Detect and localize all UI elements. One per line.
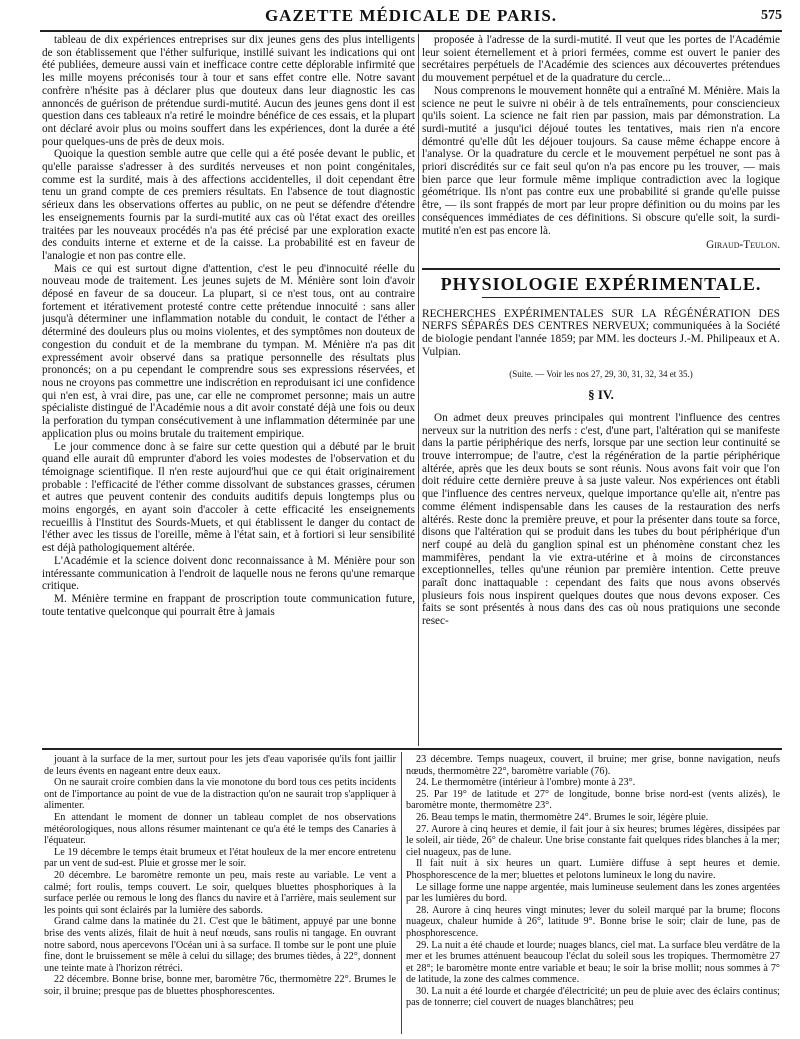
page-title: GAZETTE MÉDICALE DE PARIS. — [264, 6, 558, 25]
author-signature: Giraud-Teulon. — [706, 239, 780, 252]
bottom-right-paragraph: 23 décembre. Temps nuageux, couvert, il bruine; mer grise, bonne navigation, neufs nœuds, thermomètre 22°, baromètre variable (76). — [406, 754, 780, 777]
bottom-left-paragraph: On ne saurait croire combien dans la vie monotone du bord tous ces petits incidents ont de l'importance au point de vue de la distraction qu'on ne saurait trop s'appliquer à alimenter. — [44, 777, 396, 812]
bottom-left-paragraph: En attendant le moment de donner un tableau complet de nos observations météorologiques, nous allons résumer maintenant ce qu'a été le temps des Canaries à l'équateur. — [44, 811, 396, 847]
feuilleton-divider — [42, 748, 782, 750]
suite-note: (Suite. — Voir les nos 27, 29, 30, 31, 32, 34 et 35.) — [509, 369, 693, 380]
bottom-left-paragraph: Grand calme dans la matinée du 21. C'est que le bâtiment, appuyé par une bonne brise des vents alizés, filait de huit à neuf nœuds, sans roulis ni tangage. En ouvrant notre sabord, nous apercevons l'Océan uni à sa surface. Il tombe sur le pont une pluie fine, dont le bruissement se mêle à celui du sillage; des brumes tièdes, à 22°, donnent une teinte mate à l'horizon rétréci. — [44, 916, 396, 974]
bottom-column-divider — [401, 752, 402, 1034]
right-paragraph: proposée à l'adresse de la surdi-mutité. Il veut que les portes de l'Académie leur soient éternellement et à priori fermées, comme est ouvert le panier des secrétaires perpétuels de l'Académie des sciences aux découvertes prétendues du mouvement perpétuel et de la quadrature du cercle... — [422, 34, 780, 85]
section-divider — [422, 268, 780, 270]
bottom-left-paragraph: 22 décembre. Bonne brise, bonne mer, baromètre 76c, thermomètre 22°. Brumes le soir, il bruine; presque pas de bluettes phosphorescentes. — [44, 974, 396, 997]
right-paragraph: Nous comprenons le mouvement honnête qui a entraîné M. Ménière. Mais la science ne peut le suivre ni obéir à de tels entraînements, pour consciencieux qu'ils soient. La science ne fait rien par passion, mais par démonstration. La surdi-mutité a jusqu'ici déjoué toutes les tentatives, mais rien n'a encore démontré qu'elle dût les déjouer toujours. Sa cause même échappe encore à l'analyse. Or la quadrature du cercle et le mouvement perpétuel ne sont pas à priori discrédités sur ce fait seul qu'on n'a pas encore pu les trouver, — mais bien parce que leur formule même implique contradiction avec la logique géométrique. Ils n'ont pas contre eux une probabilité si grande qu'elle puisse être, — ils sont frappés de mort par leur propre définition ou du moins par les conséquences immédiates de ces définitions. Si obscure qu'elle soit, la surdi-mutité n'en est pas encore là. — [422, 84, 780, 237]
left-paragraph: L'Académie et la science doivent donc reconnaissance à M. Ménière pour son intéressante communication à l'endroit de laquelle nous ne ferons qu'une remarque critique. — [42, 554, 415, 593]
page-number: 575 — [761, 8, 782, 23]
bottom-left-paragraph: Le 19 décembre le temps était brumeux et l'état houleux de la mer encore entretenu par un vent de sud-est. Pluie et grosse mer le soir. — [44, 846, 396, 870]
left-paragraph: Quoique la question semble autre que celle qui a été posée devant le public, et qu'elle paraisse s'adresser à des surdités nerveuses et non point congénitales, comme est la surdité, mais à des affections accidentelles, il doit cependant être tenu un grand compte de ces premiers résultats. En l'absence de tout diagnostic sérieux dans les observations offertes au public, on ne peut se défendre d'étendre les enseignements fournis par la surdi-mutité aux cas où l'état exact des oreilles traitées par les nouveaux procédés n'a pas été précisé par une exploration exacte des conduits interne et externe et de la caisse. La probabilité est en faveur de l'analogie et non pas contre elle. — [42, 148, 415, 262]
left-paragraph: tableau de dix expériences entreprises sur dix jeunes gens des plus intelligents de son établissement que l'éther sulfurique, instillé suivant les indications qui ont été publiées, demeure aussi vain et inefficace contre cette déplorable infirmité que les mille moyens préconisés tour à tour et sans effet contre elle. Notre savant confrère n'hésite pas à déclarer plus que douteux dans leur diagnostic les cas annoncés de guérison de prétendue surdi-mutité. Aucun des jeunes gens dont il est question dans ces tableaux n'a retiré le moindre bénéfice de ces essais, et la plupart ont déclaré avoir plus ou moins souffert dans les expériences, dont la durée a été pour quelques-uns de près de deux mois. — [42, 34, 415, 148]
bottom-right-paragraph: Il fait nuit à six heures un quart. Lumière diffuse à sept heures et demie. Phosphorescence de la mer; bluettes et pelotons lumineux le long du navire. — [406, 858, 780, 881]
title-underline — [482, 297, 720, 298]
left-paragraph: M. Ménière termine en frappant de proscription toute communication future, toute tentative quelconque qui pourrait être à jamais — [42, 592, 415, 618]
column-divider — [418, 34, 419, 746]
bottom-right-paragraph: Le sillage forme une nappe argentée, mais lumineuse seulement dans les zones argentées par les lumières du bord. — [406, 881, 780, 905]
bottom-left-paragraph: jouant à la surface de la mer, surtout pour les jets d'eau vaporisée qu'ils font jaillir de leurs évents en nageant entre deux eaux. — [44, 754, 396, 777]
bottom-right-paragraph: 30. La nuit a été lourde et chargée d'électricité; un peu de pluie avec des éclairs continus; pas de tonnerre; ciel couvert de nuages blanchâtres; peu — [406, 985, 780, 1009]
bottom-right-paragraph: 25. Par 19° de latitude et 27° de longitude, bonne brise nord-est (vents alizés), le baromètre monte, thermomètre 23°. — [406, 788, 780, 812]
right-column — [422, 34, 780, 746]
page-header — [40, 4, 782, 32]
bottom-right-paragraph: 26. Beau temps le matin, thermomètre 24°. Brumes le soir, légère pluie. — [416, 811, 709, 823]
article-title: RECHERCHES EXPÉRIMENTALES SUR LA RÉGÉNÉRATION DES NERFS SÉPARÉS DES CENTRES NERVEUX; communiquées à la Société de biologie pendant l'année 1859; par MM. les docteurs J.-M. Philipeaux et A. Vulpian. — [422, 307, 780, 358]
bottom-right-paragraph: 29. La nuit a été chaude et lourde; nuages blancs, ciel mat. La surface bleu verdâtre de la mer et les brumes atténuent beaucoup l'éclat du soleil sous les tropiques. Thermomètre 27 et 28°; le baromètre monte entre variable et beau; le soir la brise mollit; nous sommes à 7° de latitude, la zone des calmes commence. — [406, 939, 780, 986]
paragraph-heading: § IV. — [588, 387, 614, 403]
bottom-right-paragraph: 28. Aurore à cinq heures vingt minutes; lever du soleil marqué par la brume; flocons nuageux, chaleur humide à 26°, latitude 9°. Bonne brise le soir; clair de lune, pas de phosphorescence. — [406, 904, 780, 939]
bottom-right-paragraph: 27. Aurore à cinq heures et demie, il fait jour à six heures; brumes légères, dissipées par le soleil, air tiède, 26° de chaleur. Une brise constante fait quelques rides blanches à la mer; ciel nuageux, pas de lune. — [406, 823, 780, 858]
left-paragraph: Le jour commence donc à se faire sur cette question qui a débuté par le bruit quand elle aurait dû emprunter d'abord les voies modestes de l'observation et du témoignage scientifique. Il n'en reste aujourd'hui que ce qui était originairement probable : l'efficacité de l'éther comme dissolvant de substances grasses, cérumen et autres que peuvent contenir des conduits auditifs depuis longtemps plus ou moins engorgés, en ayant soin d'accoler à cette efficacité les enseignements recueillis à l'Institut des Sourds-Muets, et qui établissent le danger du contact de l'éther avec les tissus de l'oreille, même à l'état sain, et à fortiori si leur sensibilité est déjà pathologiquement altérée. — [42, 440, 415, 555]
bottom-right-paragraph: 24. Le thermomètre (intérieur à l'ombre) monte à 23°. — [416, 777, 636, 789]
left-paragraph: Mais ce qui est surtout digne d'attention, c'est le peu d'innocuité réelle du nouveau mode de traitement. Les jeunes sujets de M. Ménière sont loin d'avoir déposé en faveur de sa douceur. La plupart, si ce n'est tous, ont au contraire fortement et itérativement protesté contre cette prétendue innocuité : sans aller jusqu'à déterminer une inflammation notable du conduit, le contact de l'éther a déterminé des douleurs plus ou moins violentes, et des symptômes non douteux de congestion du conduit et de la membrane du tympan. M. Ménière n'a pas dit expressément avoir observé dans sa pratique personnelle des résultats plus prononcés; on a pu cependant le comprendre sous ses expressions réservées, et nous ne croyons pas commettre une indiscrétion en reproduisant ici une confidence qui n'en est, à vrai dire, pas une, car elle ne compromet personne; mais un autre spécialiste distingué de l'Académie nous a dit avoir constaté déjà une fois ou deux la perforation du tympan consécutivement à une inflammation déterminée par une application plus ou moins brutale du traitement empirique. — [42, 262, 415, 440]
article-paragraph: On admet deux preuves principales qui montrent l'influence des centres nerveux sur la nutrition des nerfs : c'est, d'une part, l'altération qui se manifeste dans la partie périphérique des nerfs, lorsque par une section leur continuité se trouve interrompue; de l'autre, c'est la régénération de la partie périphérique altérée, après que les deux bouts se sont réunis. Nous avons fait voir que l'on doit réduire cette dernière preuve à sa juste valeur. Nos expériences ont établi que l'influence des centres nerveux, quelque importance qu'elle ait, n'entre pas comme élément indispensable dans les causes de la restauration des nerfs altérés. Reste donc la première preuve, et pour la présenter dans toute sa force, disons que l'altération qui se produit dans les tubes du bout périphérique d'un nerf coupé au delà du ganglion spinal est un phénomène constant chez les mammifères, pendant la vie extra-utérine et à moins de circonstances exceptionnelles, telles qu'une réunion par première intention. Cette preuve paraît donc inattaquable : cependant des faits que nous avons observés plusieurs fois nous inspirent quelques doutes que nous devons exposer. Ces faits se sont présentés à nous dans des cas où nous pratiquions une seconde resec- — [422, 411, 780, 628]
bottom-left-paragraph: 20 décembre. Le baromètre remonte un peu, mais reste au variable. Le vent a calmé; fort roulis, temps couvert. Le soir, quelques bluettes phosphoriques à la surface perlée ou remous le long des flancs du navire et à l'arrière, mais seulement sur les points qui sont éclairés par la lumière des sabords. — [44, 869, 396, 916]
bottom-right-column — [406, 754, 780, 1036]
bottom-left-column — [44, 754, 396, 1036]
left-column — [42, 34, 415, 746]
section-title: PHYSIOLOGIE EXPÉRIMENTALE. — [440, 273, 762, 294]
